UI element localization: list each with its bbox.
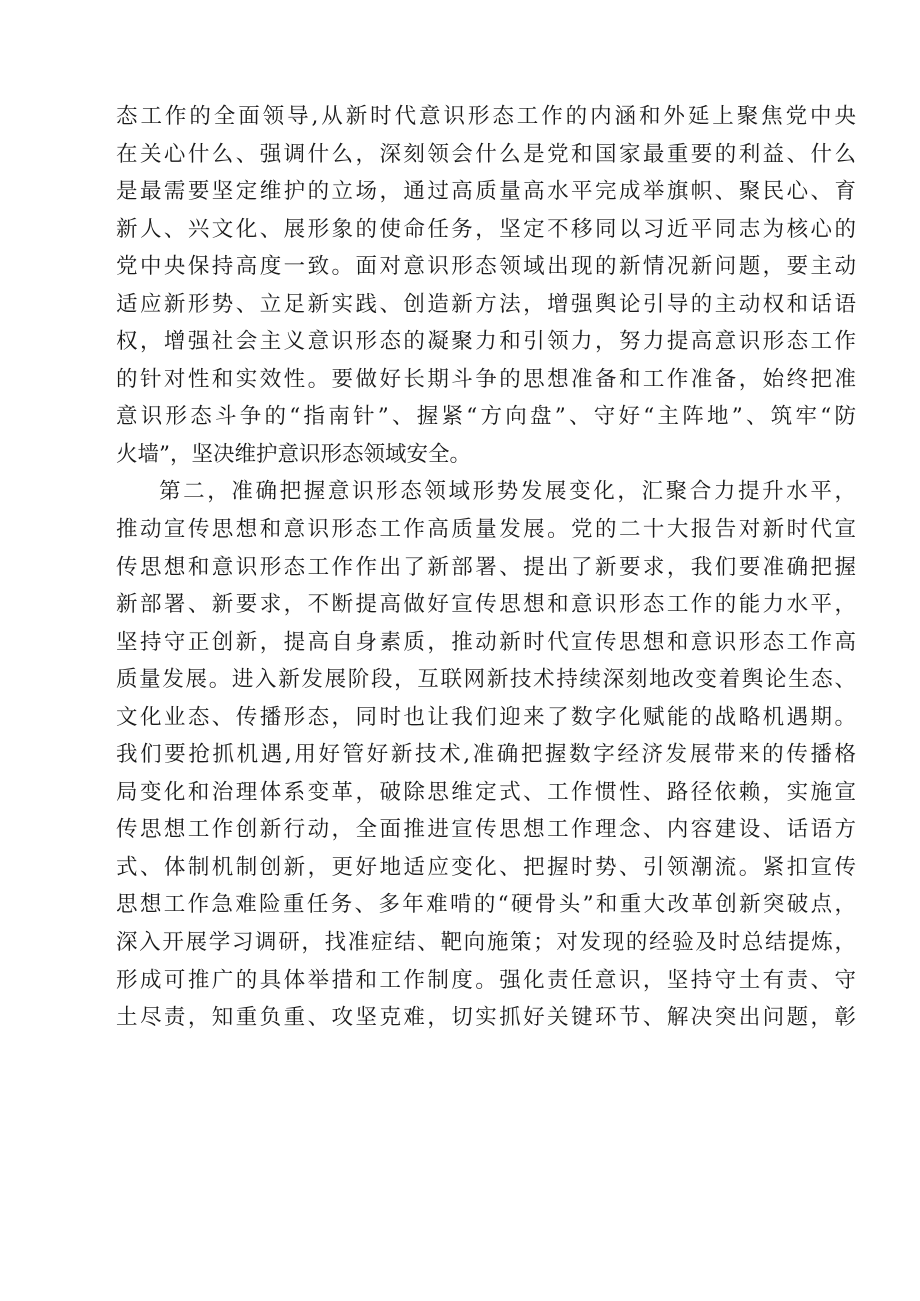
text-line: 第二，准确把握意识形态领域形势发展变化，汇聚合力提升水平， [159,479,856,505]
text-line: 党中央保持高度一致。面对意识形态领域出现的新情况新问题，要主动 [116,254,856,280]
text-line: 我们要抢抓机遇,用好管好新技术,准确把握数字经济发展带来的传播格 [116,742,856,768]
text-line: 的针对性和实效性。要做好长期斗争的思想准备和工作准备，始终把准 [116,366,856,392]
text-line: 文化业态、传播形态，同时也让我们迎来了数字化赋能的战略机遇期。 [116,704,856,730]
text-line: 传思想工作创新行动，全面推进宣传思想工作理念、内容建设、话语方 [116,817,856,843]
text-line: 式、体制机制创新，更好地适应变化、把握时势、引领潮流。紧扣宣传 [116,854,856,880]
text-line: 意识形态斗争的“指南针”、握紧“方向盘”、守好“主阵地”、筑牢“防 [116,404,856,430]
text-line: 权，增强社会主义意识形态的凝聚力和引领力，努力提高意识形态工作 [116,329,856,355]
text-line: 态工作的全面领导,从新时代意识形态工作的内涵和外延上聚焦党中央 [116,104,856,129]
text-line: 传思想和意识形态工作作出了新部署、提出了新要求，我们要准确把握 [116,554,856,580]
paragraph-2 [116,473,856,1036]
text-line: 土尽责，知重负重、攻坚克难，切实抓好关键环节、解决突出问题，彰 [116,1005,856,1031]
text-line: 在关心什么、强调什么，深刻领会什么是党和国家最重要的利益、什么 [116,141,856,167]
text-line: 质量发展。进入新发展阶段，互联网新技术持续深刻地改变着舆论生态、 [116,667,856,693]
text-line: 深入开展学习调研，找准症结、靶向施策；对发现的经验及时总结提炼， [116,930,856,956]
text-line: 局变化和治理体系变革，破除思维定式、工作惯性、路径依赖，实施宣 [116,779,856,805]
document-body [116,98,856,1037]
paragraph-1 [116,98,856,473]
text-line: 推动宣传思想和意识形态工作高质量发展。党的二十大报告对新时代宣 [116,517,856,543]
text-line: 思想工作急难险重任务、多年难啃的“硬骨头”和重大改革创新突破点， [116,892,856,918]
text-line: 新部署、新要求，不断提高做好宣传思想和意识形态工作的能力水平， [116,592,856,618]
text-line: 坚持守正创新，提高自身素质，推动新时代宣传思想和意识形态工作高 [116,629,856,655]
text-line: 新人、兴文化、展形象的使命任务，坚定不移同以习近平同志为核心的 [116,216,856,242]
text-line: 火墙”，坚决维护意识形态领域安全。 [116,441,471,467]
text-line: 形成可推广的具体举措和工作制度。强化责任意识，坚持守土有责、守 [116,967,856,993]
text-line: 适应新形势、立足新实践、创造新方法，增强舆论引导的主动权和话语 [116,291,856,317]
text-line: 是最需要坚定维护的立场，通过高质量高水平完成举旗帜、聚民心、育 [116,179,856,205]
